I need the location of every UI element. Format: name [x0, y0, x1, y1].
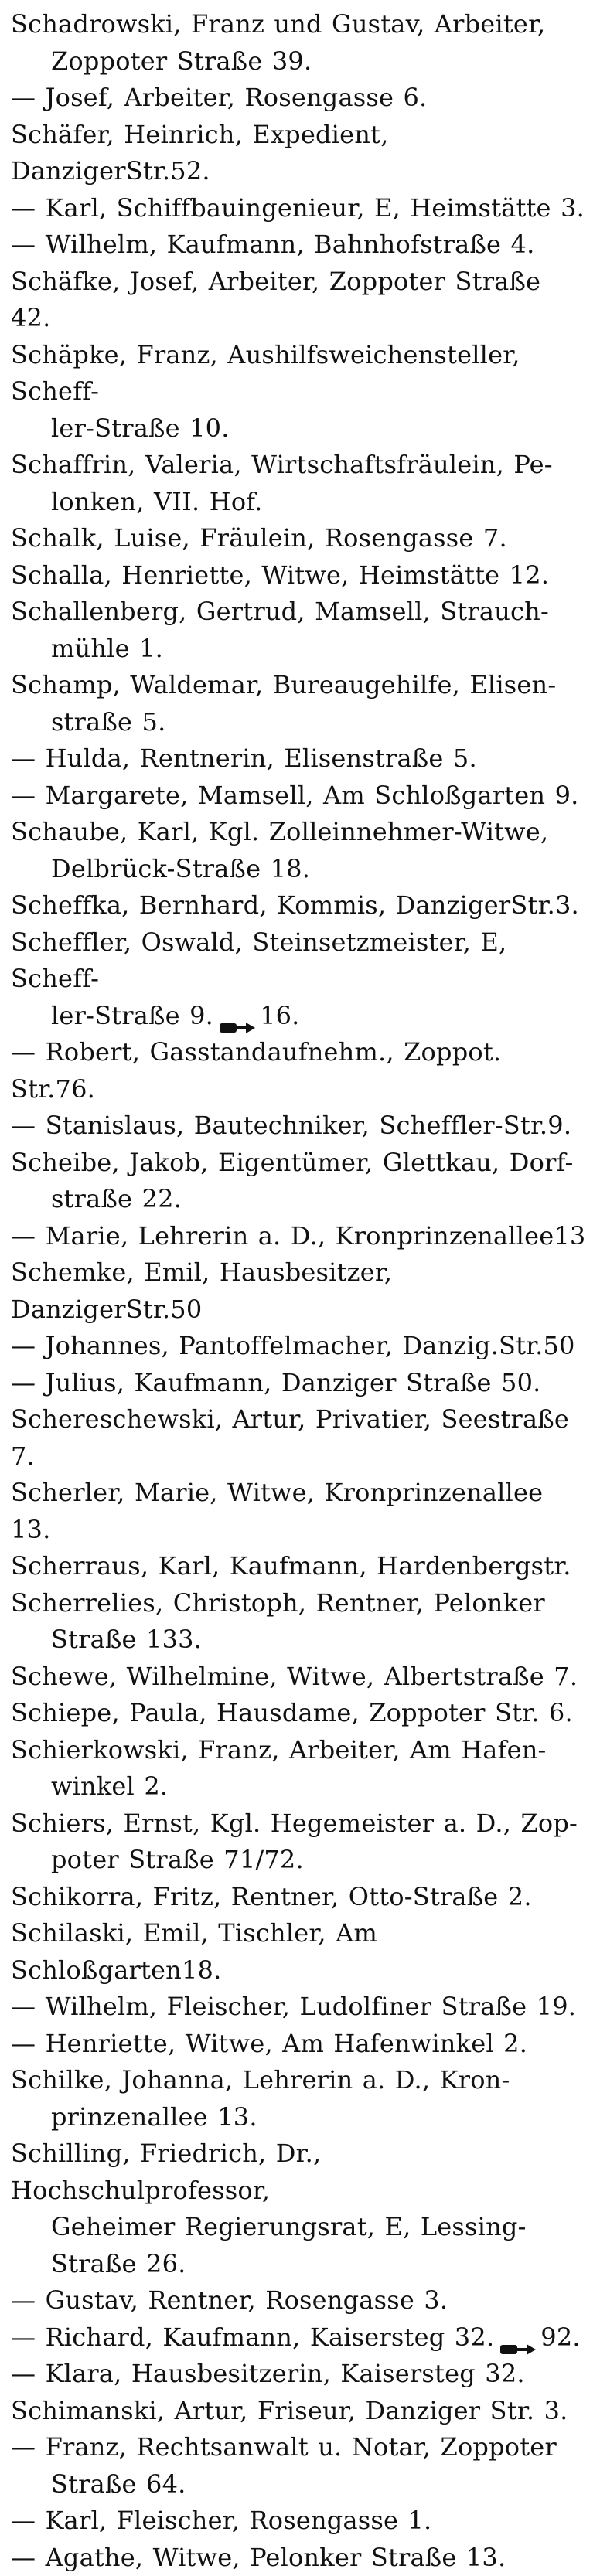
- directory-entry: [11, 1585, 589, 1659]
- entry-line: — Wilhelm, Fleischer, Ludolfiner Straße 19.: [11, 1992, 576, 2021]
- entry-line: Schallenberg, Gertrud, Mamsell, Strauch-: [11, 597, 549, 626]
- directory-entry: [11, 447, 589, 520]
- directory-entry: [11, 1659, 589, 1696]
- entry-line: — Karl, Fleischer, Rosengasse 1.: [11, 2506, 431, 2535]
- directory-entry: [11, 667, 589, 740]
- entry-line: Schaffrin, Valeria, Wirtschaftsfräulein, Pe-: [11, 450, 553, 479]
- entry-line: — Karl, Schiffbauingenieur, E, Heimstätte 3.: [11, 193, 585, 223]
- continuation-text: mühle 1.: [51, 634, 163, 663]
- entry-continuation: [11, 998, 589, 1035]
- continuation-text: Zoppoter Straße 39.: [51, 46, 312, 76]
- directory-entry: [11, 740, 589, 778]
- entry-line: Scheibe, Jakob, Eigentümer, Glettkau, Dorf-: [11, 1148, 574, 1177]
- directory-entry: [11, 594, 589, 667]
- directory-entry: [11, 1805, 589, 1879]
- entry-continuation: [11, 2466, 589, 2503]
- continuation-text: Straße 133.: [51, 1625, 202, 1654]
- entry-continuation: [11, 1621, 589, 1659]
- continuation-text: prinzenallee 13.: [51, 2102, 257, 2132]
- directory-entry: [11, 1548, 589, 1585]
- entry-line: Scheffler, Oswald, Steinsetzmeister, E, Scheff-: [11, 927, 506, 994]
- entry-line: — Agathe, Witwe, Pelonker Straße 13.: [11, 2543, 506, 2572]
- entry-continuation: [11, 1768, 589, 1805]
- entry-line: — Marie, Lehrerin a. D., Kronprinzenallee13: [11, 1221, 585, 1251]
- entry-continuation: [11, 43, 589, 80]
- entry-continuation: [11, 1842, 589, 1879]
- entry-line: Schiepe, Paula, Hausdame, Zoppoter Str. 6.: [11, 1698, 573, 1727]
- directory-entry: [11, 1365, 589, 1402]
- entry-continuation: [11, 851, 589, 888]
- continuation-text: straße 5.: [51, 707, 165, 737]
- entry-line: Schiers, Ernst, Kgl. Hegemeister a. D., Zop-: [11, 1809, 578, 1838]
- telephone-icon: [218, 1009, 257, 1025]
- continuation-text: winkel 2.: [51, 1771, 168, 1801]
- entry-line: Schewe, Wilhelmine, Witwe, Albertstraße 7.: [11, 1662, 578, 1691]
- continuation-text: lonken, VII. Hof.: [51, 487, 263, 516]
- entry-continuation: Straße 26.: [11, 2246, 589, 2283]
- directory-entry: [11, 2062, 589, 2135]
- directory-entry: [11, 80, 589, 117]
- entry-line: Schaube, Karl, Kgl. Zolleinnehmer-Witwe,: [11, 817, 548, 846]
- directory-entry: [11, 1108, 589, 1145]
- entry-line: — Hulda, Rentnerin, Elisenstraße 5.: [11, 744, 477, 773]
- entry-line: Schäfke, Josef, Arbeiter, Zoppoter Straße 42.: [11, 267, 540, 333]
- entry-line: Schereschewski, Artur, Privatier, Seestraße 7.: [11, 1404, 569, 1471]
- directory-entry: [11, 814, 589, 887]
- entry-continuation: [11, 704, 589, 741]
- entry-line: Schierkowski, Franz, Arbeiter, Am Hafen-: [11, 1735, 547, 1764]
- directory-entry: [11, 1401, 589, 1475]
- directory-entry: [11, 1989, 589, 2026]
- entry-line: Schalla, Henriette, Witwe, Heimstätte 12.: [11, 560, 549, 590]
- directory-entry: [11, 337, 589, 447]
- telephone-icon: [499, 2331, 537, 2346]
- directory-entry: [11, 1328, 589, 1365]
- directory-entry: [11, 1254, 589, 1328]
- entry-line: — Josef, Arbeiter, Rosengasse 6.: [11, 83, 427, 112]
- entry-line: — Franz, Rechtsanwalt u. Notar, Zoppoter: [11, 2432, 557, 2462]
- entry-line: Scherrelies, Christoph, Rentner, Pelonker: [11, 1588, 545, 1618]
- continuation-text: poter Straße 71/72.: [51, 1845, 304, 1874]
- entry-line: Scherraus, Karl, Kaufmann, Hardenbergstr.: [11, 1551, 571, 1581]
- directory-entry: [11, 887, 589, 924]
- directory-entry: [11, 924, 589, 1035]
- continuation-text: straße 22.: [51, 1184, 182, 1213]
- entry-line: — Gustav, Rentner, Rosengasse 3.: [11, 2285, 448, 2315]
- directory-entry: [11, 6, 589, 80]
- entry-continuation: [11, 2099, 589, 2136]
- directory-entry: [11, 1732, 589, 1805]
- entry-line: Scheffka, Bernhard, Kommis, DanzigerStr.3.: [11, 890, 579, 920]
- directory-entry: [11, 778, 589, 815]
- directory-entry: [11, 1218, 589, 1255]
- entry-line: Schemke, Emil, Hausbesitzer, DanzigerStr.50: [11, 1257, 392, 1324]
- directory-entry: [11, 2429, 589, 2503]
- directory-entry: [11, 1879, 589, 1916]
- entry-line: Schikorra, Fritz, Rentner, Otto-Straße 2.: [11, 1882, 532, 1911]
- entry-line: — Stanislaus, Bautechniker, Scheffler-Str.9.: [11, 1111, 571, 1140]
- entry-line: Schalk, Luise, Fräulein, Rosengasse 7.: [11, 523, 507, 553]
- directory-entry: [11, 2356, 589, 2393]
- entry-line: Schimanski, Artur, Friseur, Danziger Str. 3.: [11, 2396, 568, 2425]
- entry-line: Schäpke, Franz, Aushilfsweichensteller, Scheff-: [11, 340, 520, 407]
- directory-entry: [11, 1915, 589, 1989]
- directory-entry: [11, 1145, 589, 1218]
- directory-entry: [11, 1034, 589, 1108]
- entry-line: — Henriette, Witwe, Am Hafenwinkel 2.: [11, 2029, 527, 2058]
- entry-line: — Richard, Kaufmann, Kaisersteg 32.: [11, 2322, 494, 2352]
- directory-entry: [11, 2503, 589, 2540]
- directory-entry: [11, 2540, 589, 2576]
- entry-line: Schamp, Waldemar, Bureaugehilfe, Elisen-: [11, 670, 556, 699]
- directory-entry: [11, 264, 589, 337]
- entry-line: — Johannes, Pantoffelmacher, Danzig.Str.50: [11, 1331, 575, 1360]
- continuation-text: Delbrück-Straße 18.: [51, 854, 310, 883]
- continuation-text: ler-Straße 10.: [51, 413, 230, 443]
- entry-line: — Wilhelm, Kaufmann, Bahnhofstraße 4.: [11, 230, 534, 259]
- entry-line: Schadrowski, Franz und Gustav, Arbeiter,: [11, 9, 545, 39]
- entry-line: — Margarete, Mamsell, Am Schloßgarten 9.: [11, 781, 579, 810]
- entry-continuation: [11, 631, 589, 668]
- directory-entry: [11, 2026, 589, 2063]
- entry-continuation: [11, 2209, 589, 2246]
- directory-entry: [11, 190, 589, 227]
- entry-line: Schilke, Johanna, Lehrerin a. D., Kron-: [11, 2065, 510, 2094]
- directory-entry: [11, 520, 589, 557]
- entry-line: — Julius, Kaufmann, Danziger Straße 50.: [11, 1368, 541, 1397]
- entry-continuation: [11, 1181, 589, 1218]
- continuation-text: Geheimer Regierungsrat, E, Lessing-: [51, 2212, 527, 2241]
- entry-line: — Robert, Gasstandaufnehm., Zoppot. Str.76.: [11, 1037, 501, 1104]
- continuation-text: ler-Straße 9.: [51, 1001, 213, 1030]
- entry-line: Schilaski, Emil, Tischler, Am Schloßgarten18.: [11, 1918, 377, 1985]
- entry-line: — Klara, Hausbesitzerin, Kaisersteg 32.: [11, 2359, 525, 2388]
- entry-continuation: [11, 410, 589, 447]
- continuation-text: Straße 64.: [51, 2469, 186, 2499]
- directory-entry: [11, 2135, 589, 2282]
- directory-entry: [11, 1475, 589, 1548]
- directory-entry: [11, 2393, 589, 2430]
- directory-entry: [11, 117, 589, 190]
- directory-entry: [11, 2319, 589, 2357]
- entry-continuation: [11, 484, 589, 521]
- directory-entry: [11, 2282, 589, 2319]
- directory-entry: [11, 1695, 589, 1732]
- directory-entry: [11, 226, 589, 264]
- telephone-number: 16.: [260, 1001, 300, 1030]
- entry-line: Scherler, Marie, Witwe, Kronprinzenallee 13.: [11, 1478, 543, 1544]
- directory-entry: [11, 557, 589, 594]
- entry-line: Schilling, Friedrich, Dr., Hochschulprofessor,: [11, 2139, 321, 2205]
- telephone-number: 92.: [540, 2322, 581, 2352]
- entry-line: Schäfer, Heinrich, Expedient, DanzigerStr.52.: [11, 120, 388, 186]
